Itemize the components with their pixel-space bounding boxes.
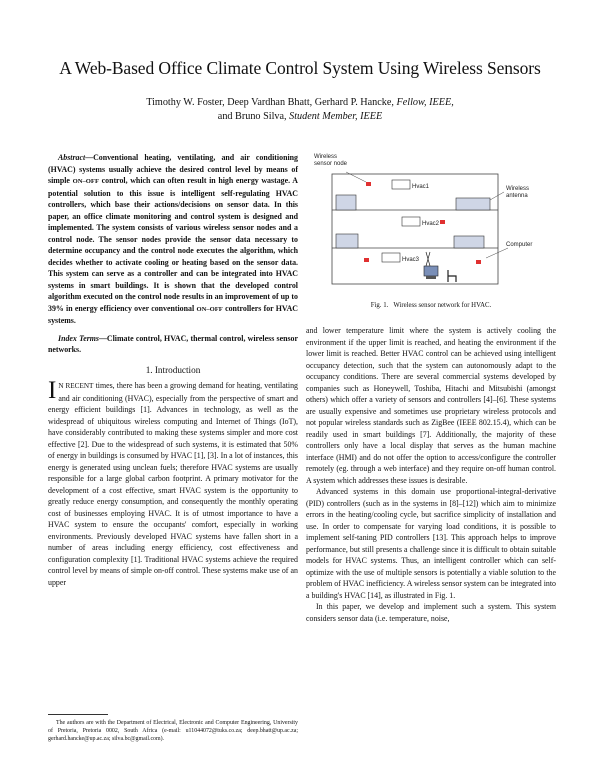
sensor-node-icon	[364, 258, 369, 262]
intro-lead-caps: N RECENT	[58, 382, 94, 390]
figure-caption	[306, 302, 556, 309]
figure-wsn-hvac	[306, 148, 556, 298]
abstract	[48, 152, 298, 327]
abstract-onoff: ON–OFF	[72, 178, 99, 185]
computer-icon	[424, 266, 438, 276]
author-block	[60, 96, 540, 124]
intro-paragraph-2: Advanced systems in this domain use proportional-integral-derivative (PID) controllers (such as in the systems in [8]–[12]) which aim to minimize errors in the heating/cooling cycle, but sacrifice simplicity of installation and use. In order to compensate for varying load conditions, it is possible to implement self-taning PID controllers [13]. This approach helps to improve performance, but still presents a challenge since it is difficult to obtain suitable models for HVAC systems. Thus, an intelligent controller which can self-optimize with the use of multiple sensors is potentially a viable solution to the problem of HVAC inefficiency. A wireless sensor system can be integrated into a building's HVAC [14], as illustrated in Fig. 1.	[306, 487, 556, 600]
hvac3-label: Hvac3	[402, 257, 420, 263]
furniture-block	[336, 234, 358, 248]
hvac-unit-2	[402, 217, 420, 226]
furniture-block	[456, 198, 490, 210]
leader-line	[490, 192, 504, 200]
wireless-sensor-node-label-1: Wireless	[314, 154, 338, 160]
wireless-antenna-label-1: Wireless	[506, 186, 530, 192]
abstract-part2: control, which can often result in high energy wastage. A potential solution to this issue is intelligent self-regulating HVAC controllers, which base their actions/decisions on sensor data. In this paper, an office climate monitoring and control system is designed and implemented. The system consists of various wireless sensor nodes and a control node. The sensor nodes provide the sensor data necessary to determine occupancy and the control node executes the algorithm, which decides whether to activate cooling or heating based on the sensor data. This system can serve as a controller and can be integrated into HVAC systems in smart buildings. It is shown that the developed control algorithm executed on the control node results in an improvement of up to 39% in energy efficiency over conventional	[48, 176, 298, 313]
leader-line	[346, 172, 366, 182]
intro-paragraph-1-text: times, there has been a growing demand for heating, ventilating and air conditioning (HVAC), especially from the perspective of smart and energy efficient buildings [1]. Advances in technology, as well as the widespread of ubiquitous wireless computing and Internet of Things (IoT), have considerably contributed to making these systems simpler and more cost effective [2]. Due to the widespread of such systems, it is estimated that 50% of energy in buildings is consumed by HVAC [1], [3]. In a lot of instances, this energy is generated using unclean fuels; therefore HVAC systems are usually responsible for a large global carbon footprint. A primary motivator for the development of a cost effective, smart HVAC system is the opportunity to greatly reduce energy consumption, and consequently the monthly operating cost of businesses employing HVAC. It is of utmost importance to have a HVAC system to ensure the occupants' comfort, especially in working environments. Previously developed HVAC systems have fallen short in a number of areas including energy efficiency, cost effectiveness and configuration complexity [1]. Traditional HVAC systems achieve the required control level by means of simple on-off control. These systems make use of an upper	[48, 381, 298, 587]
hvac1-label: Hvac1	[412, 184, 430, 190]
intro-paragraph-3: In this paper, we develop and implement such a system. This system considers sensor data (i.e. temperature, noise,	[306, 602, 556, 623]
sensor-node-icon	[366, 182, 371, 186]
sensor-node-icon	[476, 260, 481, 264]
building-outline	[332, 174, 498, 284]
abstract-label: Abstract	[58, 153, 86, 162]
hvac-unit-3	[382, 253, 400, 262]
figure-caption-label: Fig. 1.	[370, 302, 389, 309]
right-column	[306, 325, 556, 624]
index-terms-text: Climate control, HVAC, thermal control, wireless sensor networks.	[48, 333, 298, 354]
abstract-part1: Conventional heating, ventilating, and air conditioning (HVAC) systems usually achieve the desired control level by means of simple	[48, 153, 298, 185]
author-names-1: Timothy W. Foster, Deep Vardhan Bhatt, Gerhard P. Hancke,	[146, 97, 394, 108]
section-heading-introduction: 1. Introduction	[145, 364, 201, 375]
figure-caption-text: Wireless sensor network for HVAC.	[393, 302, 492, 309]
drop-cap: I	[48, 377, 57, 404]
hvac-unit-1	[392, 180, 410, 189]
abstract-part3: controllers for HVAC systems.	[48, 303, 298, 325]
furniture-block	[454, 236, 484, 248]
computer-base-icon	[426, 276, 436, 279]
sensor-node-icon	[440, 220, 445, 224]
author-role-1: Fellow, IEEE,	[396, 97, 454, 108]
wireless-antenna-label-2: antenna	[506, 193, 528, 199]
author-names-2: and Bruno Silva,	[217, 111, 287, 122]
paper-title: A Web-Based Office Climate Control System Using Wireless Sensors	[59, 58, 541, 78]
leader-line	[486, 248, 508, 258]
computer-label: Computer	[506, 242, 533, 248]
furniture-block	[336, 195, 356, 210]
author-affiliation-footnote: The authors are with the Department of Electrical, Electronic and Computer Engineering, University of Pretoria, Pretoria 0002, South Africa (e-mail: u11044072@tuks.co.za; deep.bhatt@up.ac.za; gerhard.hancke@up.ac.za; silva.bc@gmail.com).	[48, 720, 298, 743]
footnote-rule	[48, 714, 108, 715]
chair-icon	[448, 270, 456, 282]
wireless-sensor-node-label-2: sensor node	[314, 161, 348, 167]
index-terms-label: Index Terms	[58, 333, 99, 343]
author-line-1	[60, 96, 540, 110]
left-column	[48, 152, 298, 588]
intro-paragraph-1-continued: and lower temperature limit where the system is actively cooling the environment if the upper limit is reached, and heating the environment if the lower limit is reached. Better HVAC control can be achieved using intelligent occupancy detection, such that the system can autonomously adapt to the occupancy conditions. There are several commercial systems developed by companies such as Honeywell, Toshiba, Hitachi and Mitsubishi (amongst others) which offer a variety of sensors and controllers [4]–[6]. These systems are usually expensive and sometimes use proprietary wireless protocols and not popular wireless standards such as ZigBee (IEEE 802.15.4), which can be readily used in smart buildings [7]. Additionally, the majority of these controllers only have a local display that serves as the human machine interface (HMI) and do not offer the option to access/configure the controller remotely (eg. through a web interface) and they require on-off human control. A system which addresses these issues is desirable.	[306, 326, 556, 485]
author-line-2	[60, 110, 540, 124]
abstract-dash: —	[85, 153, 94, 162]
abstract-onoff-2: ON–OFF	[196, 305, 223, 313]
intro-paragraph-1	[48, 377, 298, 588]
index-terms	[48, 333, 298, 356]
antenna-icon	[426, 252, 430, 266]
index-terms-dash: —	[98, 333, 107, 343]
author-role-2: Student Member, IEEE	[289, 111, 383, 122]
hvac2-label: Hvac2	[422, 221, 440, 227]
